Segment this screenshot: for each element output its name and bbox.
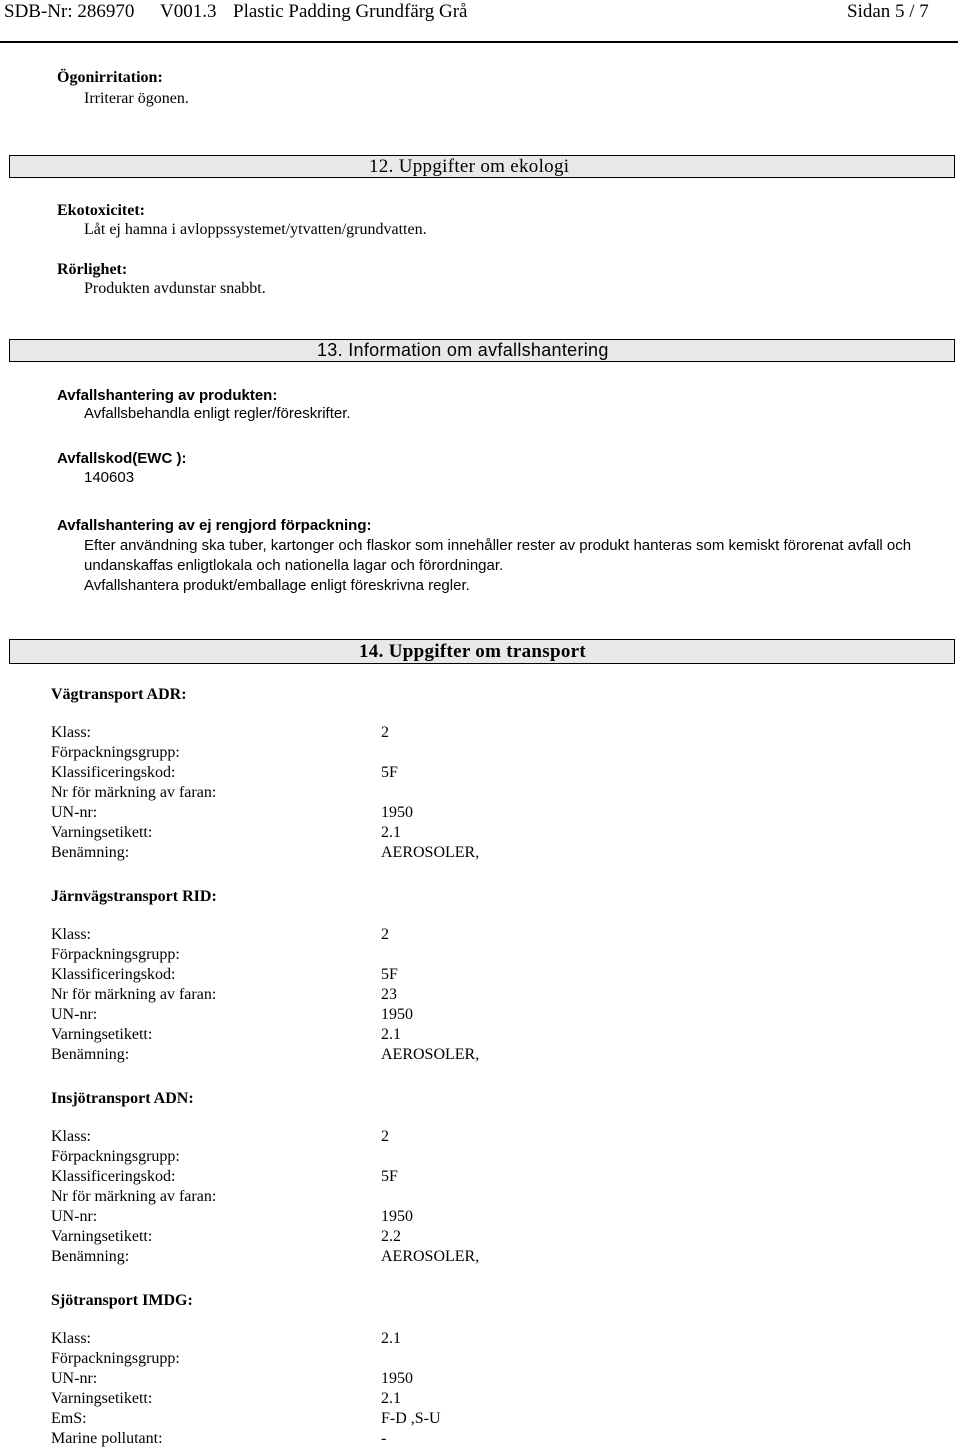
- adr-class-key: Klass:: [51, 724, 91, 741]
- adn-label-value: 2.2: [381, 1228, 401, 1245]
- mobility-label: Rörlighet:: [57, 261, 128, 278]
- rid-name-key: Benämning:: [51, 1046, 130, 1063]
- rid-hazard-number-key: Nr för märkning av faran:: [51, 986, 217, 1003]
- adr-un-value: 1950: [381, 804, 413, 821]
- ewc-label: Avfallskod(EWC ):: [57, 450, 187, 467]
- rid-classification-key: Klassificeringskod:: [51, 966, 176, 983]
- adr-class-value: 2: [381, 724, 389, 741]
- adn-class-value: 2: [381, 1128, 389, 1145]
- adr-label-key: Varningsetikett:: [51, 824, 153, 841]
- adn-classification-value: 5F: [381, 1168, 398, 1185]
- imdg-label-key: Varningsetikett:: [51, 1390, 153, 1407]
- section-14-number: 14.: [359, 641, 384, 662]
- rid-label-key: Varningsetikett:: [51, 1026, 153, 1043]
- rid-label-value: 2.1: [381, 1026, 401, 1043]
- imdg-marine-pollutant-value: -: [381, 1430, 387, 1447]
- adr-name-key: Benämning:: [51, 844, 130, 861]
- adn-label-key: Varningsetikett:: [51, 1228, 153, 1245]
- waste-product-label: Avfallshantering av produkten:: [57, 387, 278, 404]
- ewc-code: 140603: [84, 469, 135, 486]
- section-12-number: 12.: [369, 156, 394, 177]
- adn-hazard-number-key: Nr för märkning av faran:: [51, 1188, 217, 1205]
- adr-un-key: UN-nr:: [51, 804, 98, 821]
- rid-classification-value: 5F: [381, 966, 398, 983]
- section-14-heading: Uppgifter om transport: [388, 641, 587, 662]
- version: V001.3: [160, 1, 217, 22]
- ecotoxicity-text: Låt ej hamna i avloppssystemet/ytvatten/grundvatten.: [84, 221, 427, 238]
- adn-packing-group-key: Förpackningsgrupp:: [51, 1148, 180, 1165]
- mobility-text: Produkten avdunstar snabbt.: [84, 280, 266, 297]
- imdg-un-key: UN-nr:: [51, 1370, 98, 1387]
- adn-name-value: AEROSOLER,: [381, 1248, 480, 1265]
- imdg-ems-key: EmS:: [51, 1410, 87, 1427]
- waste-product-text: Avfallsbehandla enligt regler/föreskrifter.: [84, 405, 351, 422]
- imdg-un-value: 1950: [381, 1370, 413, 1387]
- adn-label: Insjötransport ADN:: [51, 1090, 194, 1107]
- adn-classification-key: Klassificeringskod:: [51, 1168, 176, 1185]
- waste-packaging-line3: Avfallshantera produkt/emballage enligt föreskrivna regler.: [84, 577, 470, 594]
- rid-name-value: AEROSOLER,: [381, 1046, 480, 1063]
- adr-classification-value: 5F: [381, 764, 398, 781]
- ecotoxicity-label: Ekotoxicitet:: [57, 202, 145, 219]
- product-name: Plastic Padding Grundfärg Grå: [233, 1, 468, 22]
- sdb-number: SDB-Nr: 286970: [4, 1, 135, 22]
- adr-name-value: AEROSOLER,: [381, 844, 480, 861]
- adr-packing-group-key: Förpackningsgrupp:: [51, 744, 180, 761]
- imdg-label: Sjötransport IMDG:: [51, 1292, 193, 1309]
- waste-packaging-line2: undanskaffas enligtlokala och nationella lagar och förordningar.: [84, 557, 504, 574]
- adn-un-value: 1950: [381, 1208, 413, 1225]
- imdg-class-key: Klass:: [51, 1330, 91, 1347]
- rid-un-value: 1950: [381, 1006, 413, 1023]
- adn-un-key: UN-nr:: [51, 1208, 98, 1225]
- rid-class-value: 2: [381, 926, 389, 943]
- page-number: Sidan 5 / 7: [847, 1, 929, 22]
- rid-un-key: UN-nr:: [51, 1006, 98, 1023]
- rid-packing-group-key: Förpackningsgrupp:: [51, 946, 180, 963]
- adn-name-key: Benämning:: [51, 1248, 130, 1265]
- waste-packaging-line1: Efter användning ska tuber, kartonger och flaskor som innehåller rester av produkt hanteras som kemiskt förorenat avfall och: [84, 537, 912, 554]
- section-12-heading: Uppgifter om ekologi: [398, 156, 570, 177]
- imdg-marine-pollutant-key: Marine pollutant:: [51, 1430, 163, 1447]
- adr-label: Vägtransport ADR:: [51, 686, 187, 703]
- rid-class-key: Klass:: [51, 926, 91, 943]
- waste-packaging-label: Avfallshantering av ej rengjord förpackning:: [57, 517, 372, 534]
- imdg-class-value: 2.1: [381, 1330, 401, 1347]
- imdg-packing-group-key: Förpackningsgrupp:: [51, 1350, 180, 1367]
- eye-irritation-text: Irriterar ögonen.: [84, 90, 189, 107]
- section-14-title: [359, 641, 586, 663]
- imdg-label-value: 2.1: [381, 1390, 401, 1407]
- adr-hazard-number-key: Nr för märkning av faran:: [51, 784, 217, 801]
- section-13-heading: Information om avfallshantering: [348, 340, 609, 360]
- header-divider: [0, 41, 958, 43]
- rid-hazard-number-value: 23: [381, 986, 397, 1003]
- adr-label-value: 2.1: [381, 824, 401, 841]
- section-12-title: [369, 156, 569, 178]
- rid-label: Järnvägstransport RID:: [51, 888, 217, 905]
- imdg-ems-value: F-D ,S-U: [381, 1410, 441, 1427]
- adn-class-key: Klass:: [51, 1128, 91, 1145]
- eye-irritation-label: Ögonirritation:: [57, 69, 163, 86]
- adr-classification-key: Klassificeringskod:: [51, 764, 176, 781]
- section-13-title: [317, 340, 609, 361]
- section-13-number: 13.: [317, 340, 343, 360]
